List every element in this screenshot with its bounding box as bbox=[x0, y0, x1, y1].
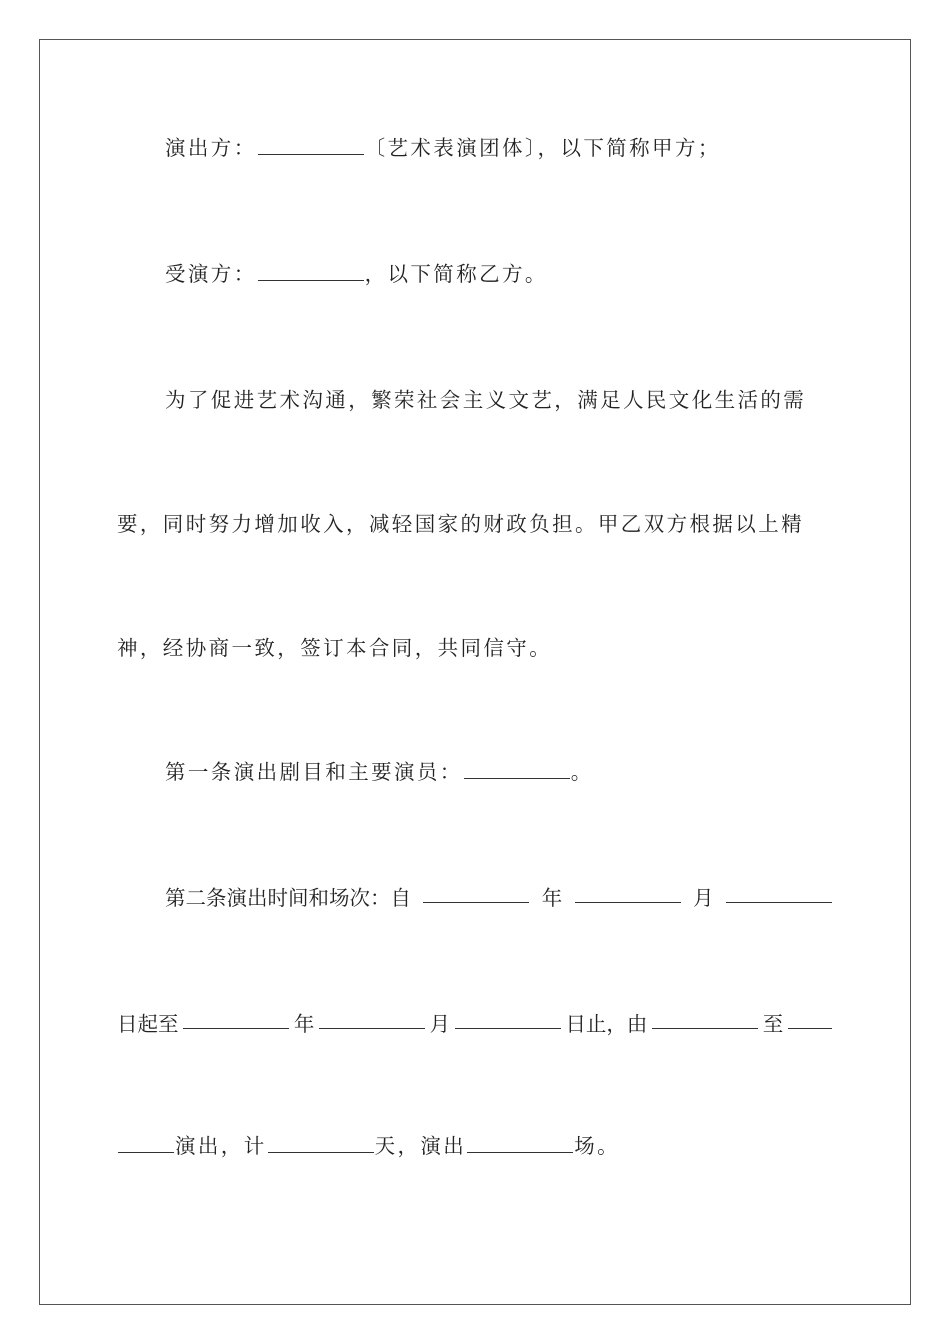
place-to-blank-end[interactable] bbox=[118, 1128, 174, 1153]
shows-text: 场。 bbox=[574, 1134, 621, 1158]
article-2-label: 第二条演出时间和场次：自 bbox=[165, 886, 411, 910]
start-day-blank[interactable] bbox=[726, 878, 832, 903]
article-1-end: 。 bbox=[570, 760, 594, 784]
page-frame bbox=[39, 39, 911, 1305]
start-month-blank[interactable] bbox=[575, 878, 681, 903]
performer-blank[interactable] bbox=[258, 130, 364, 155]
article-2-line-1 bbox=[165, 878, 833, 918]
end-day-blank[interactable] bbox=[455, 1004, 561, 1029]
article-1-label: 第一条演出剧目和主要演员： bbox=[165, 760, 463, 784]
start-month-unit: 月 bbox=[693, 886, 714, 910]
start-year-unit: 年 bbox=[541, 886, 563, 910]
end-month-blank[interactable] bbox=[319, 1004, 425, 1029]
place-from-blank[interactable] bbox=[652, 1004, 758, 1029]
preamble-line-2: 要，同时努力增加收入，减轻国家的财政负担。甲乙双方根据以上精 bbox=[117, 512, 804, 536]
preamble-line-1: 为了促进艺术沟通，繁荣社会主义文艺，满足人民文化生活的需 bbox=[165, 388, 807, 412]
to-text: 至 bbox=[762, 1012, 784, 1036]
article-2-line-3 bbox=[117, 1126, 833, 1166]
performer-line bbox=[165, 128, 833, 168]
day-to-text: 日止，由 bbox=[565, 1012, 648, 1036]
article-1-line bbox=[165, 752, 833, 792]
article-1-blank[interactable] bbox=[464, 754, 570, 779]
performer-suffix: 〔艺术表演团体〕，以下简称甲方； bbox=[364, 136, 721, 160]
perform-text: 演出，计 bbox=[175, 1134, 267, 1158]
start-year-blank[interactable] bbox=[423, 878, 529, 903]
performer-label: 演出方： bbox=[165, 136, 257, 160]
article-2-line-2 bbox=[117, 1004, 833, 1044]
day-from-text: 日起至 bbox=[117, 1012, 179, 1036]
receiver-label: 受演方： bbox=[165, 262, 257, 286]
place-to-blank-start[interactable] bbox=[788, 1004, 832, 1029]
receiver-blank[interactable] bbox=[258, 256, 364, 281]
preamble-line-3: 神，经协商一致，签订本合同，共同信守。 bbox=[117, 636, 553, 660]
shows-blank[interactable] bbox=[467, 1128, 573, 1153]
days-text: 天，演出 bbox=[374, 1134, 467, 1158]
days-blank[interactable] bbox=[268, 1128, 374, 1153]
end-month-unit: 月 bbox=[429, 1012, 451, 1036]
end-year-unit: 年 bbox=[293, 1012, 315, 1036]
receiver-line bbox=[165, 254, 833, 294]
end-year-blank[interactable] bbox=[183, 1004, 289, 1029]
receiver-suffix: ，以下简称乙方。 bbox=[364, 262, 548, 286]
